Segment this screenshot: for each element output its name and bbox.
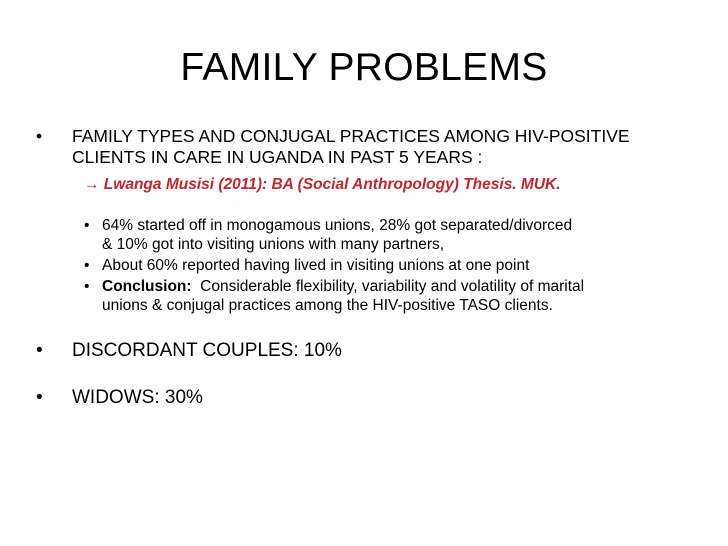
main-bullet-family-types (36, 126, 696, 168)
main-bullet-discordant-couples (36, 339, 696, 363)
bullet-dot: • (84, 278, 90, 295)
slide-title: FAMILY PROBLEMS (180, 46, 548, 89)
sub-bullet-3-line-2: unions & conjugal practices among the HIV-positive TASO clients. (102, 297, 553, 314)
bullet-dot: • (36, 387, 43, 408)
sub-bullet-statistics (84, 216, 696, 254)
bullet-dot: • (84, 257, 90, 274)
sub-bullet-1-line-1: 64% started off in monogamous unions, 28% got separated/divorced (102, 217, 573, 234)
sub-bullet-3-line-1 (102, 277, 696, 296)
sub-bullet-conclusion (84, 277, 696, 315)
main-bullet-line-2: CLIENTS IN CARE IN UGANDA IN PAST 5 YEARS : (72, 147, 483, 167)
main-bullet-line-1: FAMILY TYPES AND CONJUGAL PRACTICES AMONG HIV-POSITIVE (72, 126, 630, 146)
conclusion-label: Conclusion: (102, 278, 192, 295)
main-bullet-widows (36, 386, 696, 410)
sub-bullet-visiting-unions (84, 256, 696, 275)
slide-content (36, 126, 696, 410)
bullet-dot: • (84, 217, 90, 234)
sub-bullet-1-line-2: & 10% got into visiting unions with many partners, (102, 236, 445, 253)
sub-bullet-2-line-1: About 60% reported having lived in visiting unions at one point (102, 257, 530, 274)
conclusion-text: Considerable flexibility, variability and volatility of marital (191, 278, 585, 295)
reference-citation: → Lwanga Musisi (2011): BA (Social Anthropology) Thesis. MUK. (84, 176, 561, 193)
bullet-dot: • (36, 126, 43, 146)
bullet-dot: • (36, 340, 43, 361)
widows-text: WIDOWS: 30% (72, 387, 203, 408)
discordant-couples-text: DISCORDANT COUPLES: 10% (72, 340, 342, 361)
